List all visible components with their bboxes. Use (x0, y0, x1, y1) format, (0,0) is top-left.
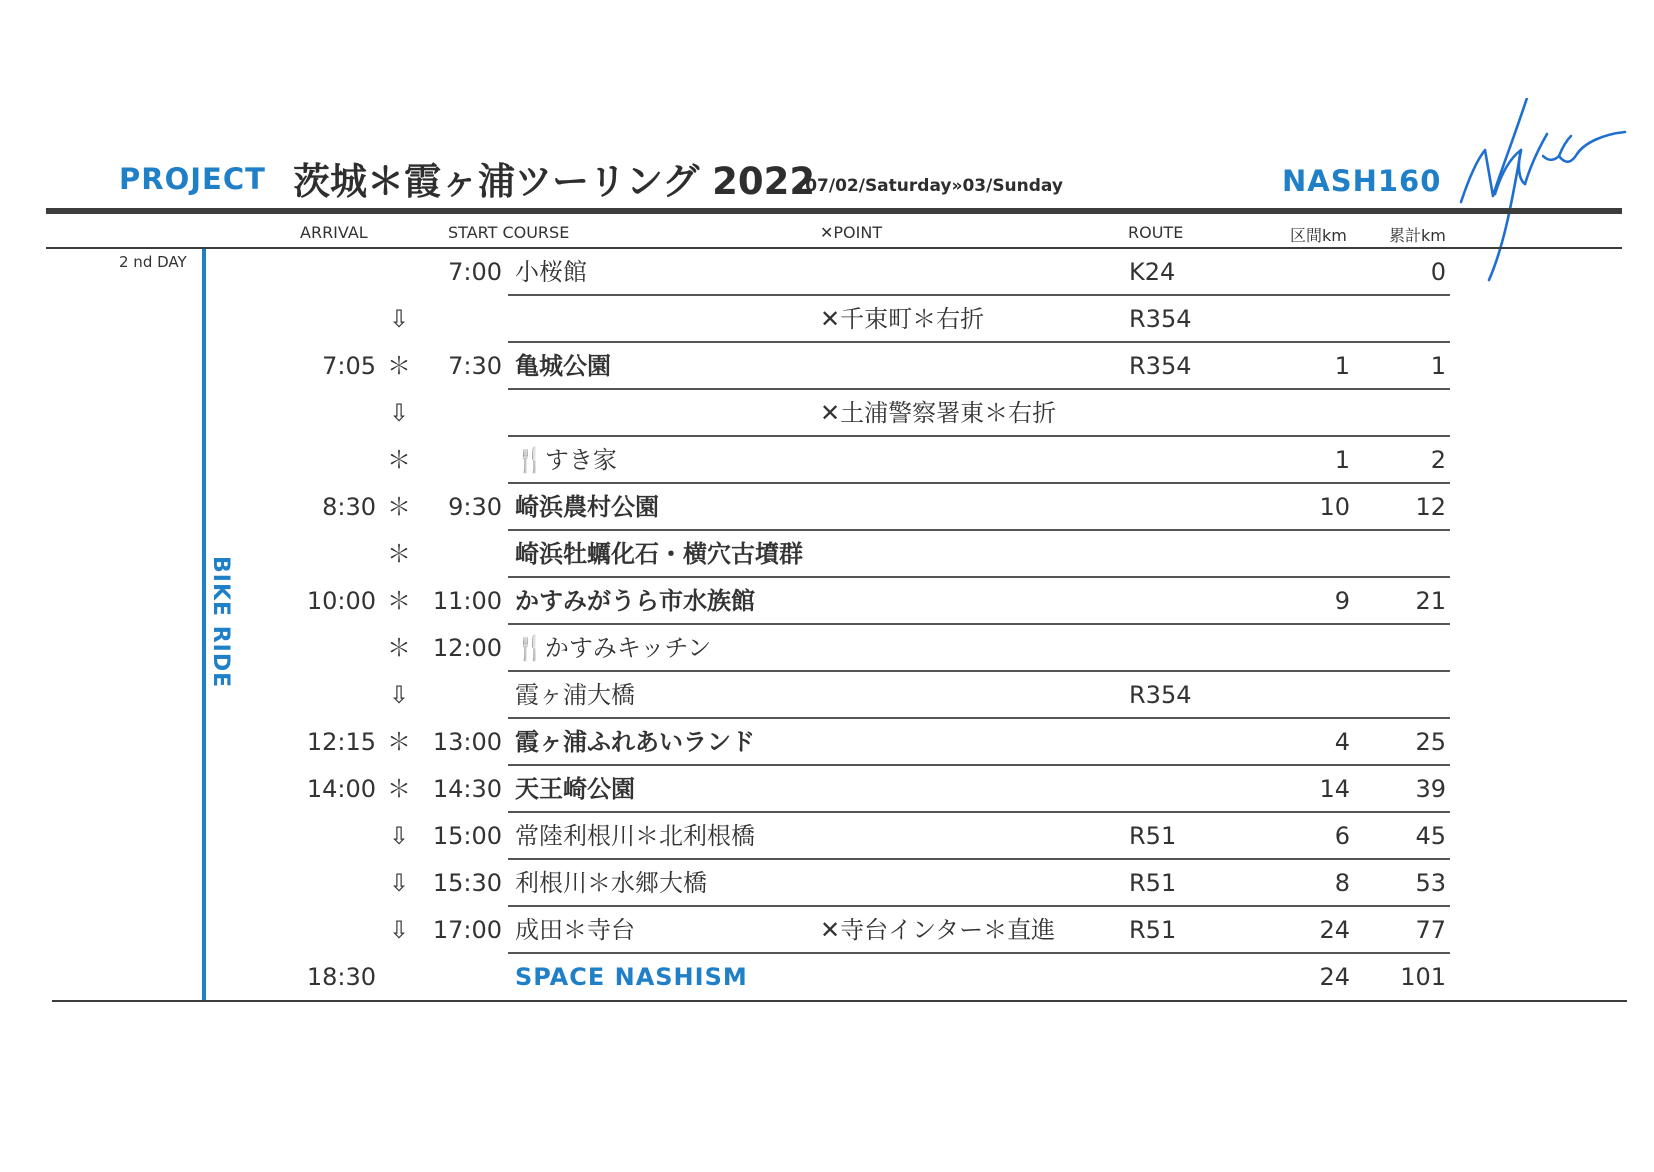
row-divider (508, 952, 1450, 954)
row-divider (508, 623, 1450, 625)
cumulative-km: 45 (1415, 822, 1446, 850)
course-name: 🍴かすみキッチン (515, 634, 712, 662)
step-marker (384, 250, 414, 295)
step-marker: ⇩ (388, 681, 410, 709)
row-divider (508, 764, 1450, 766)
segment-km: 9 (1334, 587, 1350, 615)
schedule-row (0, 626, 1654, 673)
start-time: 13:00 (432, 728, 502, 756)
segment-km: 14 (1319, 775, 1350, 803)
step-marker: ＊ (387, 540, 411, 568)
row-divider (508, 341, 1450, 343)
schedule-row (0, 861, 1654, 908)
step-marker: ⇩ (388, 305, 410, 333)
course-name: 常陸利根川＊北利根橋 (515, 822, 755, 850)
column-header-start-course: START COURSE (448, 223, 570, 242)
cumulative-km: 21 (1415, 587, 1446, 615)
start-time: 11:00 (432, 587, 502, 615)
schedule-row (0, 250, 1654, 297)
row-divider (508, 294, 1450, 296)
schedule-row (0, 767, 1654, 814)
cumulative-km: 53 (1415, 869, 1446, 897)
cumulative-km: 39 (1415, 775, 1446, 803)
turn-point: ✕土浦警察署東＊右折 (820, 399, 1057, 427)
row-divider (508, 388, 1450, 390)
cumulative-km: 77 (1415, 916, 1446, 944)
course-name: 崎浜農村公園 (515, 493, 659, 521)
row-divider (508, 482, 1450, 484)
start-time: 7:00 (448, 258, 502, 286)
route-number: R51 (1129, 916, 1177, 944)
row-divider (508, 670, 1450, 672)
column-header-cumulative-km: 累計km (1389, 226, 1446, 245)
segment-km: 10 (1319, 493, 1350, 521)
arrival-time: 14:00 (306, 775, 376, 803)
course-name: 利根川＊水郷大橋 (515, 869, 707, 897)
cumulative-km: 0 (1430, 258, 1446, 286)
segment-km: 8 (1334, 869, 1350, 897)
segment-km: 6 (1334, 822, 1350, 850)
course-name: 霞ヶ浦ふれあいランド (515, 728, 755, 756)
step-marker: ＊ (387, 634, 411, 662)
schedule-row (0, 438, 1654, 485)
start-time: 7:30 (448, 352, 502, 380)
row-divider (508, 576, 1450, 578)
step-marker: ⇩ (388, 399, 410, 427)
route-number: R51 (1129, 869, 1177, 897)
row-divider (508, 435, 1450, 437)
start-time: 9:30 (448, 493, 502, 521)
column-header-rule (46, 247, 1622, 249)
segment-km: 1 (1334, 446, 1350, 474)
course-name: 成田＊寺台 (515, 916, 635, 944)
start-time: 17:00 (432, 916, 502, 944)
course-name: 崎浜牡蠣化石・横穴古墳群 (515, 540, 803, 568)
cumulative-km: 1 (1430, 352, 1446, 380)
segment-km: 1 (1334, 352, 1350, 380)
schedule-row (0, 344, 1654, 391)
cumulative-km: 12 (1415, 493, 1446, 521)
course-name: 亀城公園 (515, 352, 611, 380)
section-label: BIKE RIDE (208, 556, 233, 689)
cumulative-km: 101 (1400, 963, 1446, 991)
arrival-time: 8:30 (322, 493, 376, 521)
schedule-row (0, 391, 1654, 438)
schedule-row (0, 955, 1654, 1002)
row-divider (508, 905, 1450, 907)
start-time: 12:00 (432, 634, 502, 662)
trip-dates: /07/02/Saturday»03/Sunday (799, 176, 1063, 196)
turn-point: ✕千束町＊右折 (820, 305, 985, 333)
step-marker: ⇩ (388, 869, 410, 897)
schedule-row (0, 908, 1654, 955)
schedule-row (0, 673, 1654, 720)
route-number: R354 (1129, 305, 1192, 333)
step-marker: ＊ (387, 493, 411, 521)
schedule-row (0, 297, 1654, 344)
row-divider (508, 858, 1450, 860)
day-label: 2 nd DAY (119, 253, 187, 271)
schedule-row (0, 485, 1654, 532)
schedule-row (0, 579, 1654, 626)
step-marker (384, 955, 414, 1000)
course-name: SPACE NASHISM (515, 963, 748, 991)
course-name: 小桜館 (515, 258, 587, 286)
turn-point: ✕寺台インター＊直進 (820, 916, 1056, 944)
bottom-rule (52, 1000, 1627, 1002)
column-header-route: ROUTE (1128, 223, 1184, 242)
cumulative-km: 2 (1430, 446, 1446, 474)
course-name: 🍴すき家 (515, 446, 617, 474)
arrival-time: 18:30 (306, 963, 376, 991)
row-divider (508, 811, 1450, 813)
cumulative-km: 25 (1415, 728, 1446, 756)
schedule-row (0, 720, 1654, 767)
team-name: NASH160 (1282, 164, 1442, 198)
start-time: 14:30 (432, 775, 502, 803)
course-name: 天王崎公園 (515, 775, 635, 803)
arrival-time: 7:05 (322, 352, 376, 380)
step-marker: ＊ (387, 728, 411, 756)
step-marker: ＊ (387, 352, 411, 380)
step-marker: ⇩ (388, 822, 410, 850)
row-divider (508, 529, 1450, 531)
schedule-row (0, 532, 1654, 579)
step-marker: ＊ (387, 446, 411, 474)
route-number: R354 (1129, 352, 1192, 380)
step-marker: ⇩ (388, 916, 410, 944)
header-rule (46, 208, 1622, 214)
step-marker: ＊ (387, 587, 411, 615)
page-title: 茨城＊霞ヶ浦ツーリング 2022 (293, 160, 816, 203)
segment-km: 24 (1319, 916, 1350, 944)
course-name: 霞ヶ浦大橋 (515, 681, 635, 709)
step-marker: ＊ (387, 775, 411, 803)
start-time: 15:00 (432, 822, 502, 850)
arrival-time: 12:15 (306, 728, 376, 756)
column-header-point: ✕POINT (820, 223, 883, 242)
project-label: PROJECT (119, 162, 266, 196)
row-divider (508, 717, 1450, 719)
segment-km: 24 (1319, 963, 1350, 991)
arrival-time: 10:00 (306, 587, 376, 615)
start-time: 15:30 (432, 869, 502, 897)
route-number: R51 (1129, 822, 1177, 850)
route-number: R354 (1129, 681, 1192, 709)
column-header-segment-km: 区間km (1290, 226, 1347, 245)
route-number: K24 (1129, 258, 1176, 286)
course-name: かすみがうら市水族館 (515, 587, 755, 615)
schedule-row (0, 814, 1654, 861)
column-header-arrival: ARRIVAL (300, 223, 368, 242)
segment-km: 4 (1334, 728, 1350, 756)
